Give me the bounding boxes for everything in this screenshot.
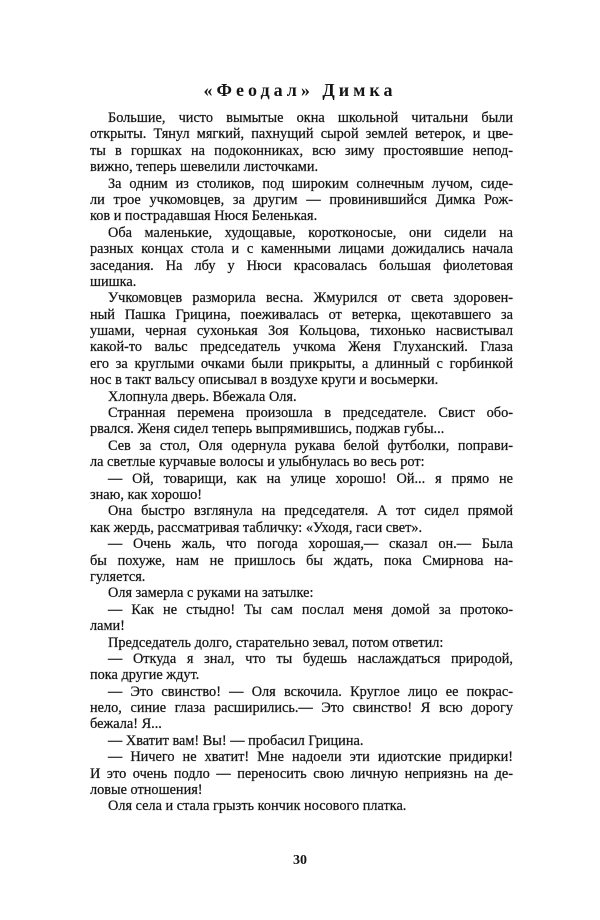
text-line: ла светлые курчавые волосы и улыбнулась во весь рот: xyxy=(90,454,425,471)
text-line: бы похуже, нам не пришлось бы ждать, пока Смирнова на- xyxy=(90,552,513,569)
text-line: шишка. xyxy=(90,273,137,290)
text-line: лами! xyxy=(90,618,125,635)
text-line: Она быстро взглянула на председателя. А тот сидел прямой xyxy=(108,503,513,520)
text-line: нос в такт вальсу описывал в воздухе круги и восьмерки. xyxy=(90,372,439,389)
text-line: — Ничего не хватит! Мне надоели эти идиотские придирки! xyxy=(108,749,513,766)
text-line: Учкомовцев разморила весна. Жмурился от света здоровен- xyxy=(108,290,513,307)
text-line: — Ой, товарищи, как на улице хорошо! Ой... я прямо не xyxy=(108,470,513,487)
text-line: Сев за стол, Оля одернула рукава белой футболки, поправи- xyxy=(108,437,513,454)
text-line: ловые отношения! xyxy=(90,782,203,799)
text-line: За одним из столиков, под широким солнечным лучом, сиде- xyxy=(108,175,513,192)
text-line: Оба маленькие, худощавые, коротконосые, они сидели на xyxy=(108,224,513,241)
text-line: гуляется. xyxy=(90,568,146,585)
text-line: рвался. Женя сидел теперь выпрямившись, поджав губы... xyxy=(90,421,445,438)
text-line: И это очень подло — переносить свою личную неприязнь на де- xyxy=(90,765,513,782)
text-line: пока другие ждут. xyxy=(90,667,200,684)
text-line: — Очень жаль, что погода хорошая,— сказал он.— Была xyxy=(108,536,513,553)
text-line: Хлопнула дверь. Вбежала Оля. xyxy=(108,388,297,405)
text-line: открыты. Тянул мягкий, пахнущий сырой землей ветерок, и цве- xyxy=(90,126,513,143)
text-line: — Как не стыдно! Ты сам послал меня домой за протоко- xyxy=(108,601,513,618)
text-line: знаю, как хорошо! xyxy=(90,486,203,503)
text-line: заседания. На лбу у Нюси красовалась большая фиолетовая xyxy=(90,257,513,274)
page-number: 30 xyxy=(293,853,307,868)
text-line: ушами, черная сухонькая Зоя Кольцова, тихонько насвистывал xyxy=(90,323,513,340)
text-line: ков и пострадавшая Нюся Беленькая. xyxy=(90,208,318,225)
text-line: нело, синие глаза расширились.— Это свинство! Я всю дорогу xyxy=(90,700,513,717)
text-line: Председатель долго, старательно зевал, потом ответил: xyxy=(108,634,444,651)
text-line: — Это свинство! — Оля вскочила. Круглое лицо ее покрас- xyxy=(108,683,513,700)
text-line: вижно, теперь шевелили листочками. xyxy=(90,159,319,176)
text-line: как жердь, рассматривая табличку: «Уходя, гаси свет». xyxy=(90,519,423,536)
text-line: ты в горшках на подоконниках, всю зиму простоявшие непод- xyxy=(90,142,513,159)
text-line: Большие, чисто вымытые окна школьной читальни были xyxy=(108,110,513,126)
text-line: Странная перемена произошла в председателе. Свист обо- xyxy=(108,405,513,422)
text-line: Оля замерла с руками на затылке: xyxy=(108,585,314,602)
text-line: бежала! Я... xyxy=(90,716,162,733)
text-line: — Откуда я знал, что ты будешь наслаждаться природой, xyxy=(108,650,513,667)
text-line: какой-то вальс председатель учкома Женя Глуханский. Глаза xyxy=(90,339,513,356)
text-line: ли трое учкомовцев, за другим — провинившийся Димка Рож- xyxy=(90,191,513,208)
chapter-title: «Феодал» Димка xyxy=(203,80,397,100)
text-line: Оля села и стала грызть кончик носового платка. xyxy=(108,798,407,815)
text-line: — Хватит вам! Вы! — пробасил Грицина. xyxy=(108,732,364,749)
text-line: ный Пашка Грицина, поеживалась от ветерка, щекотавшего за xyxy=(90,306,513,323)
page-body-text xyxy=(90,110,513,815)
text-line: его за круглыми очками были прикрыты, а длинный с горбинкой xyxy=(90,355,513,372)
text-line: разных концах стола и с каменными лицами дожидались начала xyxy=(90,241,513,258)
